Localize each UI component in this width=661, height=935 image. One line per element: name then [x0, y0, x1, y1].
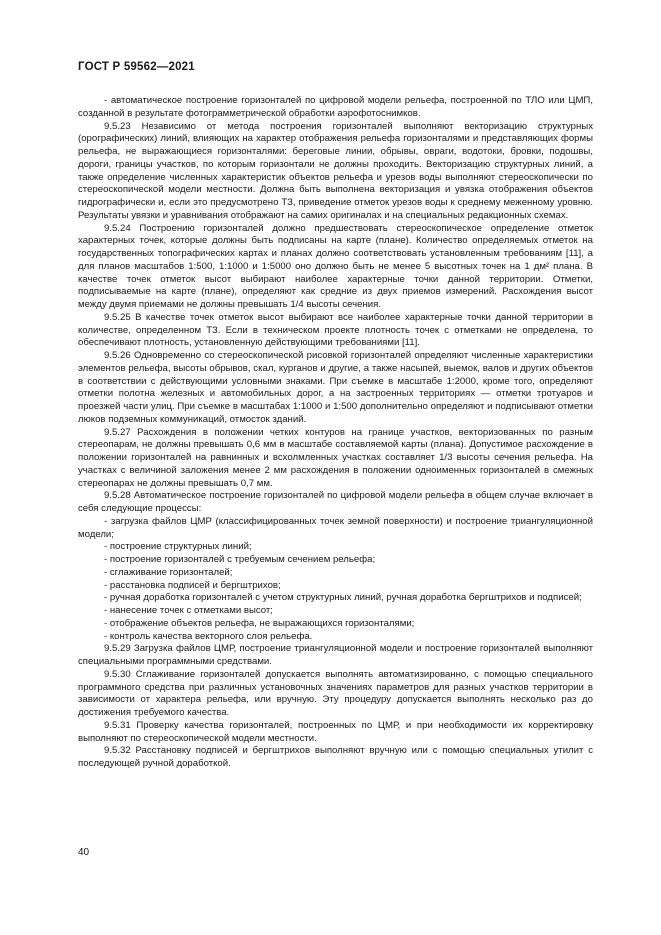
list-item: - автоматическое построение горизонталей по цифровой модели рельефа, построенной по ТЛО или ЦМП, созданной в результате фотограмметрической обработки аэрофотоснимков.	[78, 95, 593, 119]
paragraph: 9.5.26 Одновременно со стереоскопической рисовкой горизонталей определяют численные характеристики элементов рельефа, высоты обрывов, скал, курганов и другие, а также насыпей, выемок, валов и других объектов в соответствии с действующими условными знаками. При съемке в масштабе 1:2000, кроме того, определяют отметки полотна железных и автомобильных дорог, а на застроенных территориях — отметки тротуаров и проезжей части улиц. При съемке в масштабах 1:1000 и 1:500 дополнительно определяют и подписывают отметки люков подземных коммуникаций, отмосток зданий.	[78, 350, 593, 425]
list-item: - построение горизонталей с требуемым сечением рельефа;	[104, 554, 376, 565]
list-item: - ручная доработка горизонталей с учетом структурных линий, ручная доработка бергштрихов и подписей;	[104, 592, 582, 604]
list-item: - отображение объектов рельефа, не выражающихся горизонталями;	[104, 617, 415, 629]
paragraph: 9.5.30 Сглаживание горизонталей допускается выполнять автоматизированно, с помощью специального программного средства при различных установочных значениях параметров для разных участков территории в зависимости от характера рельефа, или вручную. Эту процедуру допускается выполнять несколько раз до достижения требуемого качества.	[78, 668, 593, 718]
document-header: ГОСТ Р 59562—2021	[78, 61, 195, 73]
paragraph: 9.5.32 Расстановку подписей и бергштрихов выполняют вручную или с помощью специальных утилит с последующей ручной доработкой.	[78, 745, 593, 769]
list-item: - нанесение точек с отметками высот;	[104, 605, 273, 616]
paragraph: 9.5.27 Расхождения в положении четких контуров на границе участков, векторизованных по разным стереопарам, не должны превышать 0,6 мм в масштабе составляемой карты (плана). Допустимое расхождение в положении горизонталей на равнинных и всхолмленных участках составляет 1/3 высоты сечения рельефа. На участках с величиной заложения менее 2 мм расхождения в положении одноименных горизонталей в смежных стереопарах не должны превышать 0,7 мм.	[78, 426, 593, 489]
paragraph: 9.5.28 Автоматическое построение горизонталей по цифровой модели рельефа в общем случае включает в себя следующие процессы:	[78, 490, 593, 514]
paragraph: 9.5.25 В качестве точек отметок высот выбирают все наиболее характерные точки данной территории в количестве, определенном ТЗ. Если в техническом проекте плотность точек с отметками не определена, то обеспечивают плотность, установленную действующими требованиями [11].	[78, 311, 593, 349]
list-item: - контроль качества векторного слоя рельефа.	[104, 630, 313, 642]
paragraph: 9.5.23 Независимо от метода построения горизонталей выполняют векторизацию структурных (орографических) линий, влияющих на характер отображения рельефа горизонталями и представляющих формы рельефа, не выражающиеся горизонталями: береговые линии, обрывы, овраги, водотоки, бровки, подошвы, дороги, границы участков, по которым горизонтали не должны проходить. Векторизацию структурных линий, а также определение численных характеристик объектов рельефа и урезов воды выполняют стереоскопически по стереоскопической модели местности. Должна быть выполнена векторизация и увязка отображения объектов гидрографически и, если это предусмотрено ТЗ, приведение отметок урезов воды к среднему меженному уровню. Результаты увязки и уравнивания отображают на самих оригиналах и на специальных редакционных схемах.	[78, 120, 593, 221]
paragraph: 9.5.24 Построению горизонталей должно предшествовать стереоскопическое определение отметок характерных точек, которые должны быть подписаны на карте (плане). Количество определяемых отметок на государственных топографических картах и планах должно соответствовать установленным требованиям [11], а для планов масштабов 1:500, 1:1000 и 1:5000 оно должно быть не менее 5 высотных точек на 1 дм² плана. В качестве точек отметок высот выбирают наиболее характерные точки данной территории. Отметки, подписываемые на карте (плане), определяют как средние из двух приемов измерений. Расхождения высот между двумя приемами не должны превышать 1/4 высоты сечения.	[78, 222, 593, 310]
list-item: - сглаживание горизонталей;	[104, 566, 233, 578]
paragraph: 9.5.31 Проверку качества горизонталей, построенных по ЦМР, и при необходимости их корректировку выполняют по стереоскопической модели местности.	[78, 719, 593, 744]
list-item: - построение структурных линий;	[104, 541, 252, 553]
page-number: 40	[78, 847, 90, 858]
paragraph: 9.5.29 Загрузка файлов ЦМР, построение триангуляционной модели и построение горизонталей выполняют специальными программными средствами.	[78, 643, 593, 667]
list-item: - расстановка подписей и бергштрихов;	[104, 579, 281, 591]
document-body	[78, 95, 593, 771]
list-item: - загрузка файлов ЦМР (классифицированных точек земной поверхности) и построение триангуляционной модели;	[78, 515, 593, 540]
